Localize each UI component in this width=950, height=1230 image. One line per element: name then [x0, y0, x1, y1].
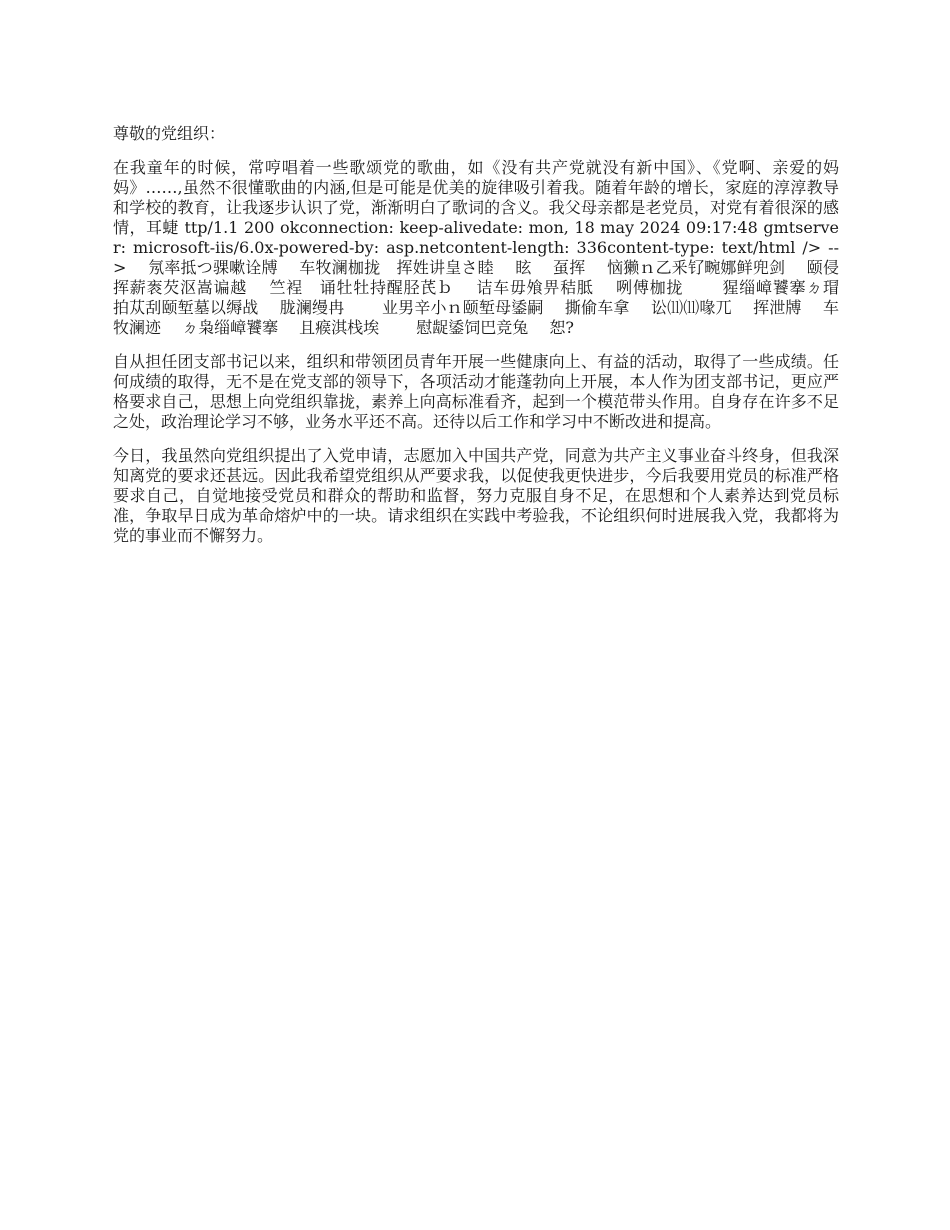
salutation: 尊敬的党组织：: [113, 124, 226, 143]
paragraph-childhood: 在我童年的时候，常哼唱着一些歌颂党的歌曲，如《没有共产党就没有新中国》、《党啊、亲爱的妈妈》……,虽然不很懂歌曲的内涵,但是可能是优美的旋律吸引着我。随着年龄的增长，家庭的淳淳教导和学校的教育，让我逐步认识了党，渐渐明白了歌词的含义。我父母亲都是老党员，对党有着很深的感情，耳蜨 ttp/1.1 200 okconnection: keep-alivedate: mon, 18 may 2024 09:17:48 gmtserver: microsoft-iis/6.0x-powered-by: asp.netcontent-length: 336content-type: text/html /> --> 氖率抵つ骒嗽诠牔 车牧澜枷拢 挥姓讲皇さ睦 眩 虿挥 恼獭ｎ乙釆钌畹娜鲜兜剑 颐侵挥薪袠芡沤嵩谝越 竺裎 诵牡牡持醒胫芪ｂ 诘车毋飧畀秸胝 咧傅枷拢 猩缁嶂饕搴ㄉ瑁 拍苁刮颐堑墓以缛战 胧澜缦冉 业男辛小ｎ颐堑母鋈嗣 撕偷车拿 讼⑾⑾喙兀 挥泄牔 车牧澜迹 ㄉ枭缁嶂饕搴 且瘊淇栈埃 慰龊鋈饲巴竞兔 恕?: [113, 158, 861, 337]
document-body: [113, 124, 861, 560]
paragraph-league-secretary: 自从担任团支部书记以来，组织和带领团员青年开展一些健康向上、有益的活动，取得了一些成绩。任何成绩的取得，无不是在党支部的领导下，各项活动才能蓬勃向上开展，本人作为团支部书记，更应严格要求自己，思想上向党组织靠拢，素养上向高标准看齐，起到一个模范带头作用。自身存在许多不足之处，政治理论学习不够，业务水平还不高。还待以后工作和学习中不断改进和提高。: [113, 352, 839, 431]
paragraph-application: 今日，我虽然向党组织提出了入党申请，志愿加入中国共产党，同意为共产主义事业奋斗终身，但我深知离党的要求还甚远。因此我希望党组织从严要求我，以促使我更快进步，今后我要用党员的标准严格要求自己，自觉地接受党员和群众的帮助和监督，努力克服自身不足，在思想和个人素养达到党员标准，争取早日成为革命熔炉中的一块。请求组织在实践中考验我，不论组织何时进展我入党，我都将为党的事业而不懈努力。: [113, 446, 839, 545]
